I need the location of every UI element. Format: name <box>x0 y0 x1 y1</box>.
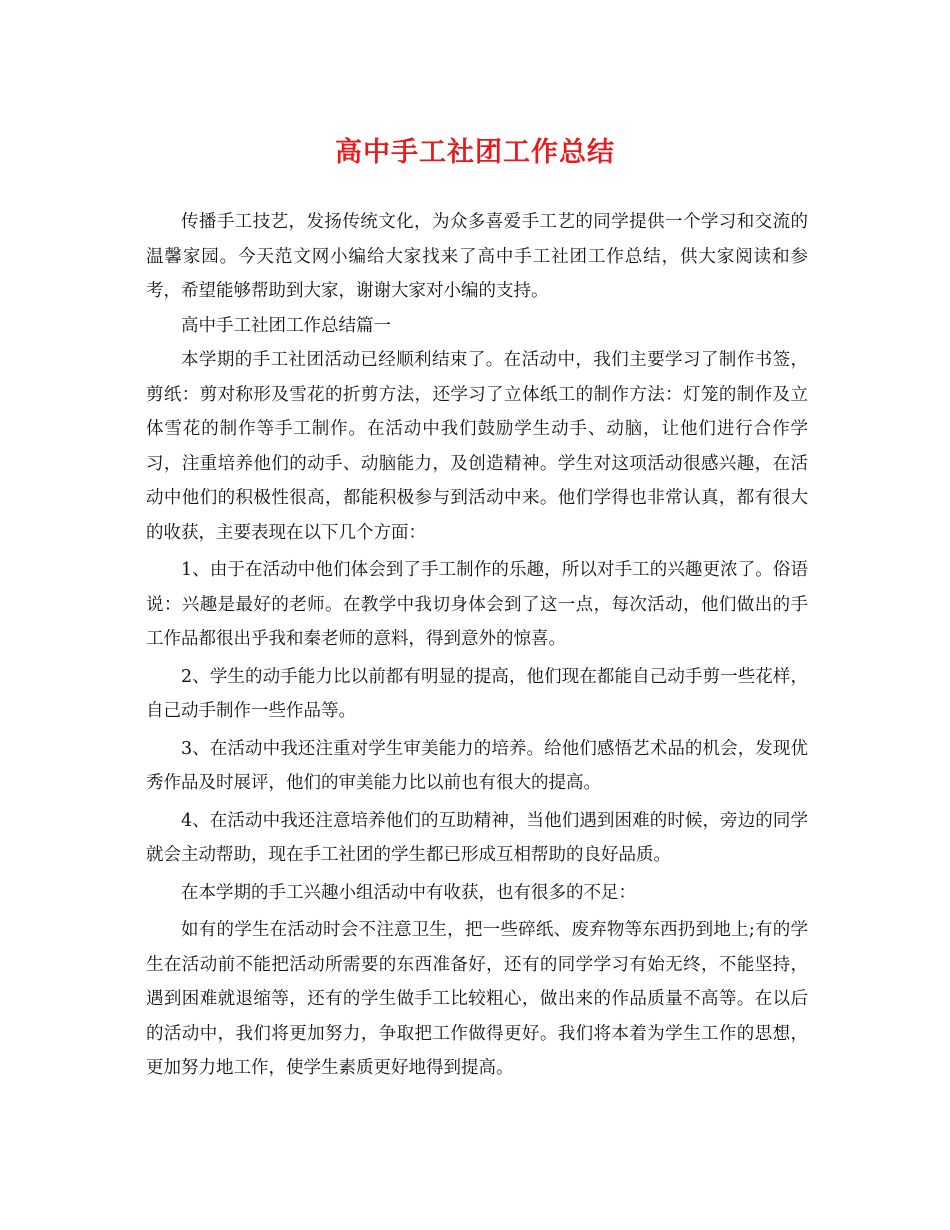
list-item-3: 3、在活动中我还注重对学生审美能力的培养。给他们感悟艺术品的机会，发现优秀作品及时展评，他们的审美能力比以前也有很大的提高。 <box>146 738 808 793</box>
shortcomings-heading: 在本学期的手工兴趣小组活动中有收获，也有很多的不足： <box>181 882 636 903</box>
list-item-2: 2、学生的动手能力比以前都有明显的提高，他们现在都能自己动手剪一些花样，自己动手制作一些作品等。 <box>146 666 808 721</box>
body-paragraph: 本学期的手工社团活动已经顺利结束了。在活动中，我们主要学习了制作书签，剪纸：剪对称形及雪花的折剪方法，还学习了立体纸工的制作方法：灯笼的制作及立体雪花的制作等手工制作。在活动中我们鼓励学生动手、动脑，让他们进行合作学习，注重培养他们的动手、动脑能力，及创造精神。学生对这项活动很感兴趣，在活动中他们的积极性很高，都能积极参与到活动中来。他们学得也非常认真，都有很大的收获，主要表现在以下几个方面： <box>146 350 808 543</box>
intro-paragraph: 传播手工技艺，发扬传统文化，为众多喜爱手工艺的同学提供一个学习和交流的温馨家园。今天范文网小编给大家找来了高中手工社团工作总结，供大家阅读和参考，希望能够帮助到大家，谢谢大家对小编的支持。 <box>146 212 808 301</box>
list-item-1: 1、由于在活动中他们体会到了手工制作的乐趣，所以对手工的兴趣更浓了。俗语说：兴趣是最好的老师。在教学中我切身体会到了这一点，每次活动，他们做出的手工作品都很出乎我和秦老师的意料，得到意外的惊喜。 <box>146 560 808 649</box>
section-heading: 高中手工社团工作总结篇一 <box>181 315 391 336</box>
conclusion-paragraph: 如有的学生在活动时会不注意卫生，把一些碎纸、废弃物等东西扔到地上;有的学生在活动前不能把活动所需要的东西准备好，还有的同学学习有始无终，不能坚持，遇到困难就退缩等，还有的学生做手工比较粗心，做出来的作品质量不高等。在以后的活动中，我们将更加努力，争取把工作做得更好。我们将本着为学生工作的思想，更加努力地工作，使学生素质更好地得到提高。 <box>146 920 808 1078</box>
document-body <box>146 205 808 1086</box>
document-title: 高中手工社团工作总结 <box>335 137 615 168</box>
list-item-4: 4、在活动中我还注意培养他们的互助精神，当他们遇到困难的时候，旁边的同学就会主动帮助，现在手工社团的学生都已形成互相帮助的良好品质。 <box>146 810 808 865</box>
